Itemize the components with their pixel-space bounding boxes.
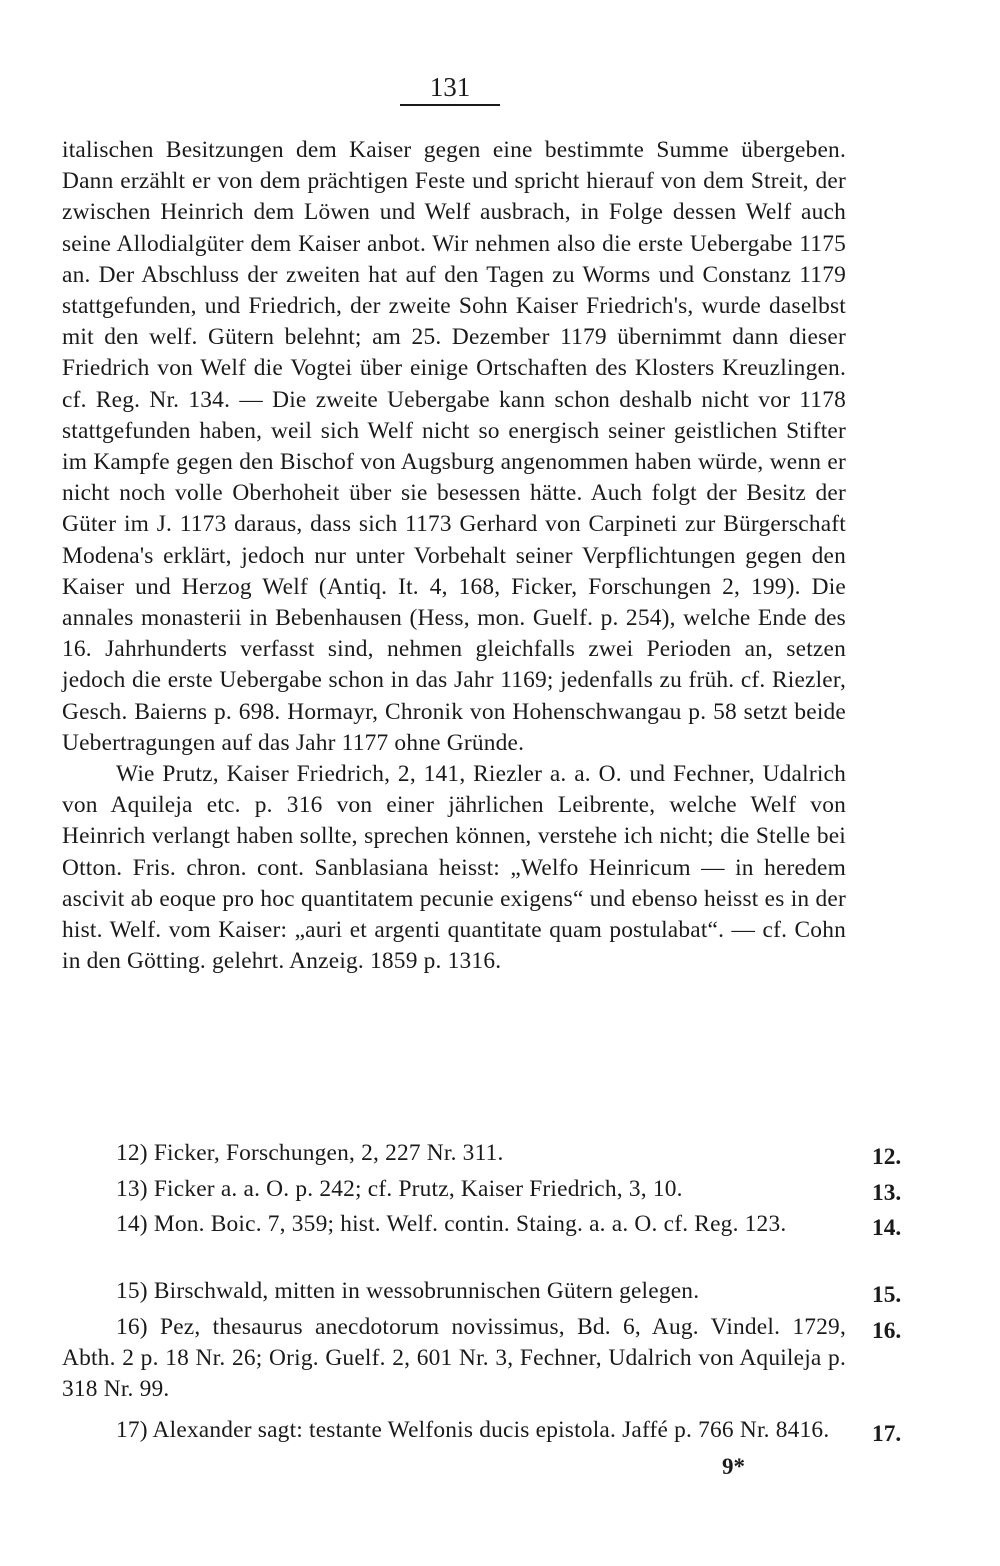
footnote-12: 12) Ficker, Forschungen, 2, 227 Nr. 311. bbox=[116, 1140, 504, 1166]
footnote-16: 16) Pez, thesaurus anecdotorum novissimus, Bd. 6, Aug. Vindel. 1729, Abth. 2 p. 18 Nr. 26; Orig. Guelf. 2, 601 Nr. 3, Fechner, Udalrich von Aquileja p. 318 Nr. 99. bbox=[62, 1314, 846, 1403]
margin-number-15: 15. bbox=[872, 1282, 902, 1308]
footnote-14: 14) Mon. Boic. 7, 359; hist. Welf. contin. Staing. a. a. O. cf. Reg. 123. bbox=[116, 1211, 787, 1237]
footnote-15: 15) Birschwald, mitten in wessobrunnischen Gütern gelegen. bbox=[116, 1278, 700, 1304]
signature-mark: 9* bbox=[722, 1454, 745, 1479]
footnote-17: 17) Alexander sagt: testante Welfonis ducis epistola. Jaffé p. 766 Nr. 8416. bbox=[116, 1417, 830, 1443]
margin-number-12: 12. bbox=[872, 1144, 902, 1170]
margin-number-16: 16. bbox=[872, 1318, 902, 1344]
main-text bbox=[62, 135, 846, 977]
paragraph: Wie Prutz, Kaiser Friedrich, 2, 141, Riezler a. a. O. und Fechner, Udalrich von Aquileja etc. p. 316 von einer jährlichen Leibrente, welche Welf von Heinrich verlangt haben sollte, sprechen können, verstehe ich nicht; die Stelle bei Otton. Fris. chron. cont. Sanblasiana heisst: „Welfo Heinricum — in heredem ascivit ab eoque pro hoc quantitatem pecunie exigens“ und ebenso heisst es in der hist. Welf. vom Kaiser: „auri et argenti quantitate quam postulabat“. — cf. Cohn in den Götting. gelehrt. Anzeig. 1859 p. 1316. bbox=[62, 761, 846, 975]
footnote-13: 13) Ficker a. a. O. p. 242; cf. Prutz, Kaiser Friedrich, 3, 10. bbox=[116, 1176, 683, 1202]
paragraph: italischen Besitzungen dem Kaiser gegen eine bestimmte Summe übergeben. Dann erzählt er von dem prächtigen Feste und spricht hierauf von dem Streit, der zwischen Heinrich dem Löwen und Welf ausbrach, in Folge dessen Welf auch seine Allodialgüter dem Kaiser anbot. Wir nehmen also die erste Uebergabe 1175 an. Der Abschluss der zweiten hat auf den Tagen zu Worms und Constanz 1179 stattgefunden, und Friedrich, der zweite Sohn Kaiser Friedrich's, wurde daselbst mit den welf. Gütern belehnt; am 25. Dezember 1179 übernimmt dann dieser Friedrich von Welf die Vogtei über einige Ortschaften des Klosters Kreuzlingen. cf. Reg. Nr. 134. — Die zweite Uebergabe kann schon deshalb nicht vor 1178 stattgefunden haben, weil sich Welf nicht so energisch seiner geistlichen Stifter im Kampfe gegen den Bischof von Augsburg angenommen haben würde, wenn er nicht noch volle Oberhoheit über sie besessen hätte. Auch folgt der Besitz der Güter im J. 1173 daraus, dass sich 1173 Gerhard von Carpineti zur Bürgerschaft Modena's erklärt, jedoch nur unter Vorbehalt seiner Verpflichtungen gegen den Kaiser und Herzog Welf (Antiq. It. 4, 168, Ficker, Forschungen 2, 199). Die annales monasterii in Bebenhausen (Hess, mon. Guelf. p. 254), welche Ende des 16. Jahrhunderts verfasst sind, nehmen gleichfalls zwei Perioden an, setzen jedoch die erste Uebergabe schon in das Jahr 1169; jedenfalls zu früh. cf. Riezler, Gesch. Baierns p. 698. Hormayr, Chronik von Hohenschwangau p. 58 setzt beide Uebertragungen auf das Jahr 1177 ohne Gründe. bbox=[62, 137, 846, 756]
margin-number-13: 13. bbox=[872, 1180, 902, 1206]
margin-number-14: 14. bbox=[872, 1215, 902, 1241]
page-number: 131 bbox=[429, 72, 471, 102]
margin-number-17: 17. bbox=[872, 1421, 902, 1447]
page-number-rule bbox=[400, 104, 500, 106]
